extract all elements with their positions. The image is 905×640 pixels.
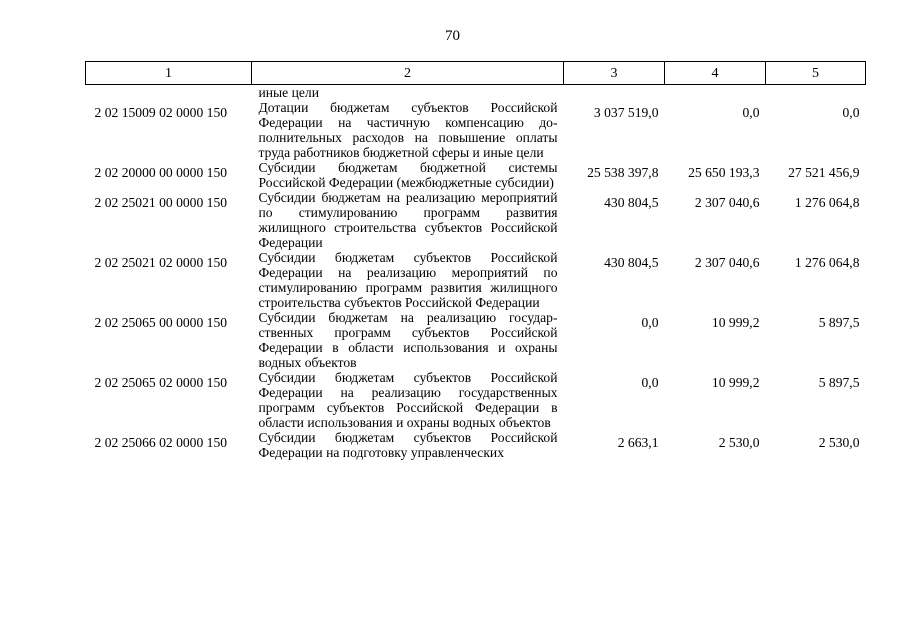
table-row [86,100,866,160]
table-row [86,430,866,460]
header-col-4: 4 [665,62,766,85]
row-value-col3: 430 804,5 [604,255,659,270]
row-value-col4: 10 999,2 [711,375,760,390]
row-value-col5: 0,0 [842,105,860,120]
row-value-col4: 10 999,2 [711,315,760,330]
header-col-1: 1 [86,62,252,85]
row-code: 2 02 25021 02 0000 150 [94,255,228,270]
continuation-row [86,85,866,101]
table-header [86,62,866,85]
table-row [86,190,866,250]
header-col-3: 3 [564,62,665,85]
row-description: Субсидии бюджетам субъектов Российской Федерации на реализацию государственных программ субъектов Российской Федерации в области использования и охраны водных объектов [258,370,558,430]
table-row [86,160,866,190]
row-code: 2 02 20000 00 0000 150 [94,165,228,180]
row-value-col3: 3 037 519,0 [593,105,659,120]
table-row [86,310,866,370]
row-value-col5: 27 521 456,9 [788,165,860,180]
row-value-col5: 5 897,5 [818,315,860,330]
row-code: 2 02 15009 02 0000 150 [94,105,228,120]
row-value-col3: 430 804,5 [604,195,659,210]
row-value-col5: 1 276 064,8 [794,195,860,210]
row-code: 2 02 25066 02 0000 150 [94,435,228,450]
row-description: Субсидии бюджетам субъектов Российской Федерации на подготовку управленческих [258,430,558,460]
row-value-col3: 2 663,1 [617,435,659,450]
row-description: Субсидии бюджетам бюджетной системы Российской Федерации (межбюджетные субсидии) [258,160,558,190]
row-description: Субсидии бюджетам на реализацию государственных программ субъектов Российской Федерации в области использования и охраны водных объектов [258,310,558,370]
continuation-text: иные цели [258,85,319,100]
page-number: 70 [445,28,460,44]
row-code: 2 02 25065 00 0000 150 [94,315,228,330]
row-value-col3: 25 538 397,8 [587,165,659,180]
budget-table [85,61,866,460]
row-value-col4: 0,0 [742,105,760,120]
row-value-col5: 5 897,5 [818,375,860,390]
row-value-col3: 0,0 [641,375,659,390]
header-col-5: 5 [766,62,866,85]
table-row [86,250,866,310]
table-row [86,370,866,430]
row-description: Дотации бюджетам субъектов Российской Федерации на частичную компенсацию дополнительных расходов на повышение оплаты труда работников бюджетной сферы и иные цели [258,100,558,160]
row-value-col5: 2 530,0 [818,435,860,450]
row-value-col4: 2 307 040,6 [694,255,760,270]
row-value-col4: 25 650 193,3 [688,165,760,180]
row-value-col5: 1 276 064,8 [794,255,860,270]
row-code: 2 02 25021 00 0000 150 [94,195,228,210]
row-code: 2 02 25065 02 0000 150 [94,375,228,390]
header-col-2: 2 [252,62,564,85]
row-value-col3: 0,0 [641,315,659,330]
row-description: Субсидии бюджетам на реализацию мероприятий по стимулированию программ развития жилищного строительства субъектов Российской Федерации [258,190,558,250]
row-value-col4: 2 530,0 [718,435,760,450]
row-description: Субсидии бюджетам субъектов Российской Федерации на реализацию мероприятий по стимулированию программ развития жилищного строительства субъектов Российской Федерации [258,250,558,310]
row-value-col4: 2 307 040,6 [694,195,760,210]
